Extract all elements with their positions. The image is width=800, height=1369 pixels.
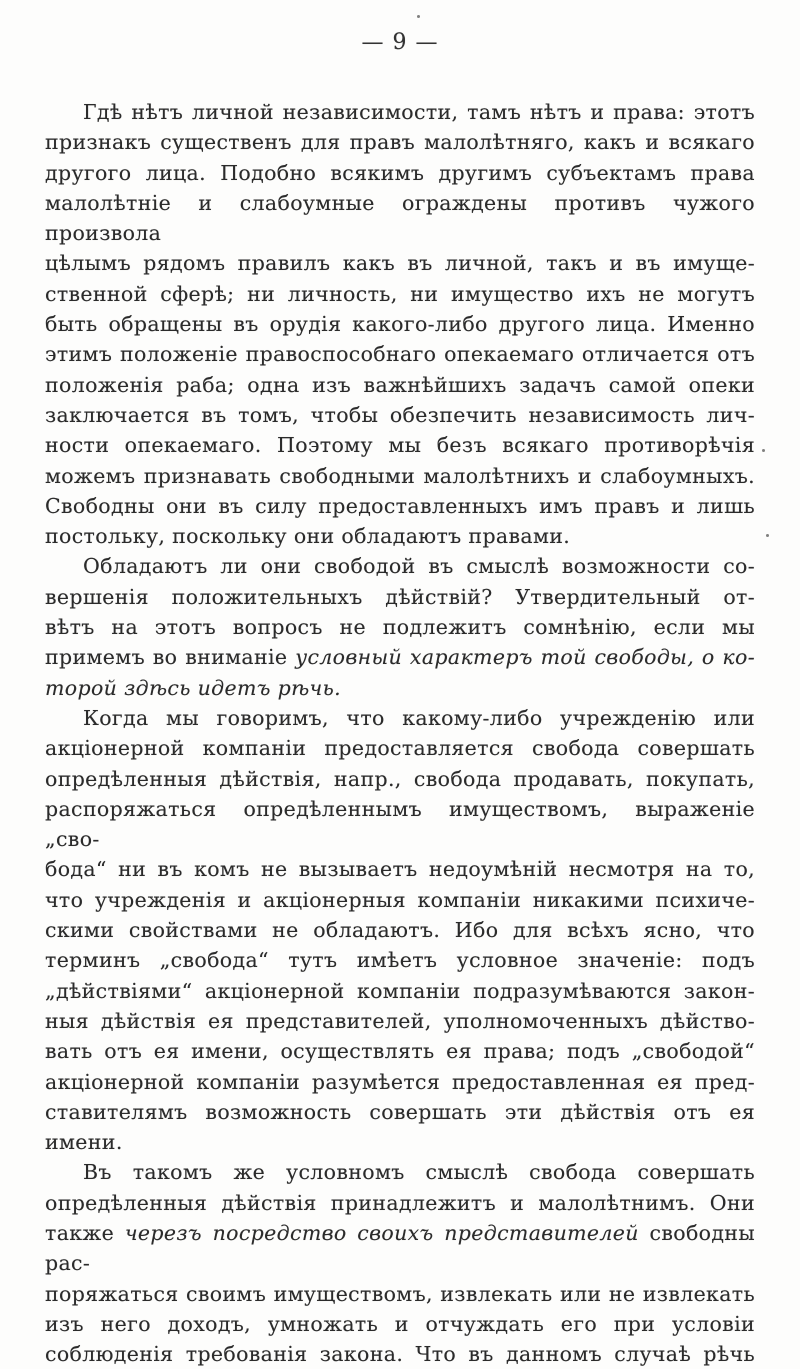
body-text: цѣлымъ рядомъ правилъ какъ въ личной, такъ и въ имуще- — [45, 251, 755, 276]
body-text: опредѣленныя дѣйствія принадлежитъ и малолѣтнимъ. Они — [45, 1190, 755, 1215]
text-line — [45, 1097, 755, 1127]
text-line — [45, 642, 755, 672]
body-text: постольку, поскольку они обладаютъ правами. — [45, 524, 571, 549]
body-text: заключается въ томъ, чтобы обезпечить независимость лич- — [45, 402, 755, 427]
text-line — [45, 400, 755, 430]
text-line — [45, 339, 755, 369]
body-text: Когда мы говоримъ, что какому-либо учрежденію или — [83, 705, 755, 730]
paragraph — [45, 97, 755, 551]
body-text: можемъ признавать свободными малолѣтнихъ и слабоумныхъ. — [45, 463, 755, 488]
scan-speck — [417, 15, 420, 18]
body-text: опредѣленныя дѣйствія, напр., свобода продавать, покупать, — [45, 766, 755, 791]
text-line — [45, 764, 755, 794]
text-line — [45, 794, 755, 855]
page-text — [45, 97, 755, 1369]
text-line — [45, 1309, 755, 1339]
text-line — [45, 1157, 755, 1187]
body-text: положенія раба; одна изъ важнѣйшихъ задачъ самой опеки — [45, 372, 755, 397]
body-text: быть обращены въ орудія какого-либо другого лица. Именно — [45, 312, 755, 337]
text-line — [45, 370, 755, 400]
text-line — [45, 1279, 755, 1309]
body-text: малолѣтніе и слабоумные ограждены противъ чужого произвола — [45, 190, 755, 246]
body-text: поряжаться своимъ имуществомъ, извлекать или не извлекать — [45, 1281, 755, 1306]
emphasized-text: черезъ посредство своихъ представителей — [124, 1220, 639, 1245]
body-text: примемъ во вниманіе — [45, 645, 296, 670]
body-text: ставителямъ возможность совершать эти дѣйствія отъ ея — [45, 1099, 755, 1124]
text-line — [45, 127, 755, 157]
text-line — [45, 1188, 755, 1218]
text-line — [45, 248, 755, 278]
paragraph — [45, 1157, 755, 1369]
text-line — [45, 491, 755, 521]
body-text: Гдѣ нѣтъ личной независимости, тамъ нѣтъ и права: этотъ — [83, 100, 755, 124]
text-line — [45, 1339, 755, 1369]
paragraph — [45, 703, 755, 1157]
body-text: акціонерной компаніи предоставляется свобода совершать — [45, 736, 755, 761]
text-line — [45, 976, 755, 1006]
body-text: вершенія положительныхъ дѣйствій? Утвердительный от- — [45, 584, 755, 609]
text-line — [45, 1127, 755, 1157]
body-text: свободны рас- — [45, 1220, 755, 1276]
text-line — [45, 279, 755, 309]
body-text: вѣтъ на этотъ вопросъ не подлежитъ сомнѣнію, если мы — [45, 615, 755, 640]
text-line — [45, 945, 755, 975]
body-text: Обладаютъ ли они свободой въ смыслѣ возможности со- — [83, 554, 755, 579]
body-text: Свободны они въ силу предоставленныхъ имъ правъ и лишь — [45, 493, 755, 518]
text-line — [45, 733, 755, 763]
scan-speck — [762, 449, 765, 452]
text-line — [45, 309, 755, 339]
emphasized-text: торой здѣсь идетъ рѣчь. — [45, 675, 342, 700]
text-line — [45, 461, 755, 491]
body-text: акціонерной компаніи разумѣется предоставленная ея пред- — [45, 1069, 755, 1094]
text-line — [45, 97, 755, 127]
body-text: имени. — [45, 1130, 123, 1155]
text-line — [45, 521, 755, 551]
page-number: — 9 — — [361, 30, 439, 55]
body-text: другого лица. Подобно всякимъ другимъ субъектамъ права — [45, 160, 755, 185]
text-line — [45, 582, 755, 612]
body-text: „дѣйствіями“ акціонерной компаніи подразумѣваются закон- — [45, 978, 755, 1003]
text-line — [45, 915, 755, 945]
paragraph — [45, 551, 755, 702]
text-line — [45, 673, 755, 703]
text-line — [45, 430, 755, 460]
body-text: ныя дѣйствія ея представителей, уполномоченныхъ дѣйство- — [45, 1008, 755, 1033]
text-line — [45, 1067, 755, 1097]
body-text: Въ такомъ же условномъ смыслѣ свобода совершать — [83, 1160, 755, 1185]
text-line — [45, 612, 755, 642]
text-line — [45, 885, 755, 915]
body-text: вать отъ ея имени, осуществлять ея права; подъ „свободой“ — [45, 1039, 755, 1064]
body-text: изъ него доходъ, умножать и отчуждать его при условіи — [45, 1311, 755, 1336]
text-line — [45, 1218, 755, 1279]
text-line — [45, 1006, 755, 1036]
text-line — [45, 158, 755, 188]
body-text: бода“ ни въ комъ не вызываетъ недоумѣній несмотря на то, — [45, 857, 755, 882]
body-text: терминъ „свобода“ тутъ имѣетъ условное значеніе: подъ — [45, 948, 755, 973]
body-text: что учрежденія и акціонерныя компаніи никакими психиче- — [45, 887, 755, 912]
text-line — [45, 188, 755, 249]
text-line — [45, 703, 755, 733]
body-text: ственной сферѣ; ни личность, ни имущество ихъ не могутъ — [45, 281, 755, 306]
body-text: признакъ существенъ для правъ малолѣтняго, какъ и всякаго — [45, 130, 755, 155]
scan-speck — [766, 534, 769, 537]
body-text: также — [45, 1220, 125, 1245]
emphasized-text: условный характеръ той свободы, о ко- — [295, 645, 755, 670]
body-text: скими свойствами не обладаютъ. Ибо для всѣхъ ясно, что — [45, 918, 755, 943]
body-text: этимъ положеніе правоспособнаго опекаемаго отличается отъ — [45, 342, 755, 367]
body-text: распоряжаться опредѣленнымъ имуществомъ, выраженіе „сво- — [45, 796, 755, 852]
text-line — [45, 854, 755, 884]
text-line — [45, 551, 755, 581]
text-line — [45, 1036, 755, 1066]
body-text: ности опекаемаго. Поэтому мы безъ всякаго противорѣчія — [45, 433, 755, 458]
body-text: соблюденія требованія закона. Что въ данномъ случаѣ рѣчь — [45, 1342, 755, 1367]
